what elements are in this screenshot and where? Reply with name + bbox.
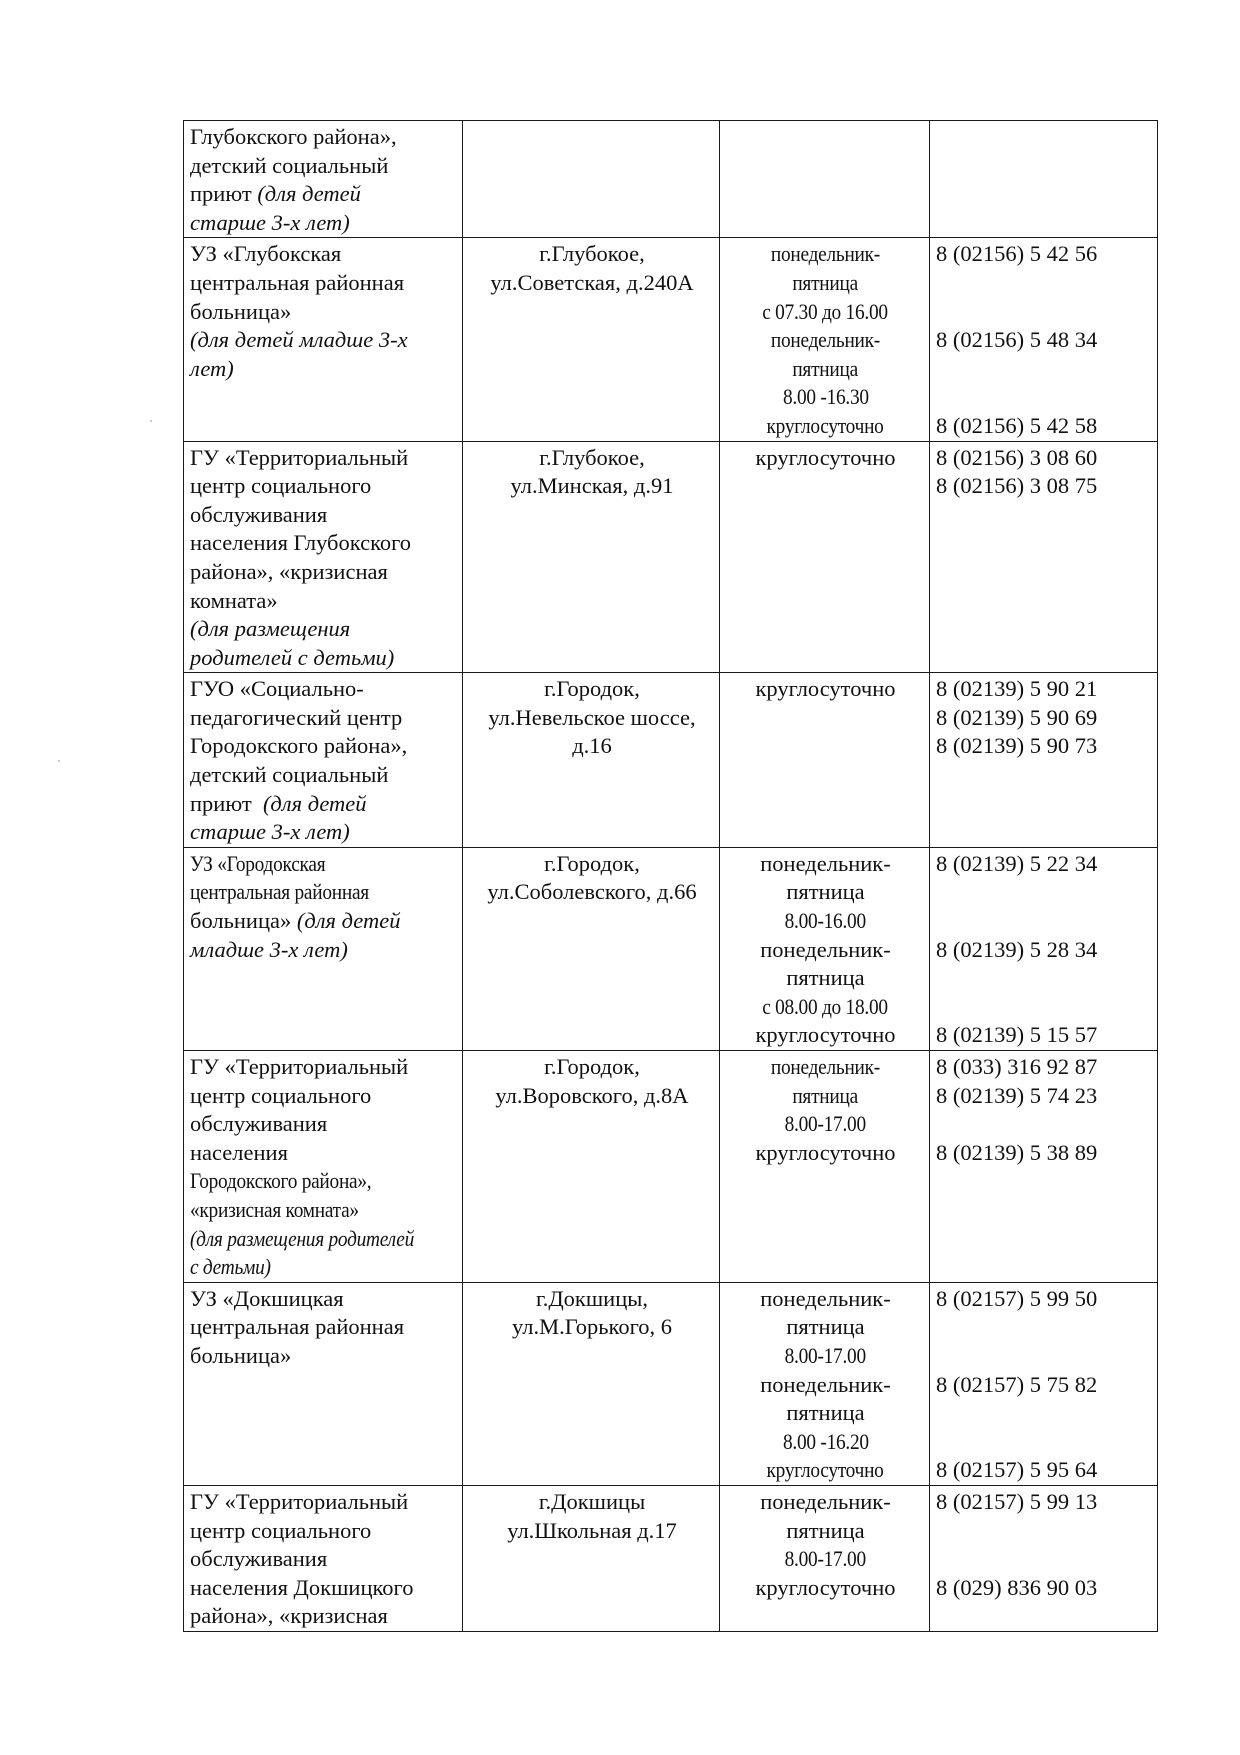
- hours-line: 8.00 -16.20: [782, 1428, 869, 1454]
- phone-line: 8 (02139) 5 15 57: [936, 1022, 1098, 1048]
- address-line: г.Глубокое,: [539, 241, 645, 267]
- hours-line: пятница: [786, 879, 865, 905]
- address-line: г.Докшицы,: [536, 1285, 648, 1311]
- phone-line: 8 (02156) 5 42 56: [936, 241, 1098, 267]
- address-line: ул.Воровского, д.8А: [495, 1082, 689, 1108]
- table-row: [184, 121, 1158, 238]
- table-row: [184, 673, 1158, 848]
- institution-name-cell: [184, 1051, 463, 1283]
- address-line: ул.Школьная д.17: [507, 1517, 677, 1543]
- phone-cell: [930, 1485, 1158, 1631]
- name-line: населения Глубокского: [190, 530, 412, 556]
- institution-name-cell: [184, 121, 463, 238]
- scan-speck: [58, 760, 60, 762]
- name-line: больница» (для детей: [190, 908, 401, 934]
- name-line: педагогический центр: [190, 704, 403, 730]
- hours-line: круглосуточно: [766, 1457, 885, 1483]
- table-row: [184, 1485, 1158, 1631]
- hours-cell: [720, 1051, 930, 1283]
- hours-line: пятница: [786, 1314, 865, 1340]
- hours-line: 8.00-16.00: [784, 908, 867, 934]
- name-line: центральная районная: [190, 269, 405, 295]
- hours-cell: [720, 1485, 930, 1631]
- name-line: УЗ «Докшицкая: [190, 1285, 344, 1311]
- hours-line: круглосуточно: [755, 1139, 896, 1165]
- name-line: ГУО «Социально-: [190, 676, 364, 702]
- table-row: [184, 1051, 1158, 1283]
- phone-line: 8 (02139) 5 90 73: [936, 733, 1098, 759]
- address-cell: [463, 1051, 720, 1283]
- name-line: (для детей младше 3-х: [190, 327, 408, 353]
- phone-gap: [936, 1110, 1153, 1139]
- hours-line: понедельник-: [760, 1285, 891, 1311]
- institution-name-cell: [184, 238, 463, 441]
- name-line: родителей с детьми): [190, 644, 395, 670]
- hours-line: 8.00-17.00: [784, 1342, 867, 1368]
- phone-cell: [930, 238, 1158, 441]
- address-line: г.Городок,: [544, 850, 640, 876]
- institution-name-cell: [184, 1485, 463, 1631]
- table-row: [184, 1282, 1158, 1485]
- phone-cell: [930, 847, 1158, 1050]
- hours-cell: [720, 238, 930, 441]
- address-line: ул.Минская, д.91: [510, 473, 674, 499]
- name-line: обслуживания: [190, 501, 328, 527]
- phone-line: 8 (02156) 5 48 34: [936, 327, 1098, 353]
- address-line: г.Глубокое,: [539, 444, 645, 470]
- hours-line: пятница: [792, 355, 859, 381]
- name-line: обслуживания: [190, 1546, 328, 1572]
- name-line: «кризисная комната»: [190, 1196, 359, 1222]
- phone-line: 8 (02156) 3 08 60: [936, 444, 1098, 470]
- name-line: (для размещения родителей: [190, 1225, 415, 1251]
- phone-line: 8 (02157) 5 99 50: [936, 1285, 1098, 1311]
- table-row: [184, 847, 1158, 1050]
- phone-line: 8 (02139) 5 90 21: [936, 676, 1098, 702]
- hours-line: пятница: [792, 269, 859, 295]
- name-line: (для размещения: [190, 616, 351, 642]
- hours-line: круглосуточно: [755, 444, 896, 470]
- address-line: ул.Советская, д.240А: [490, 269, 694, 295]
- address-cell: [463, 441, 720, 673]
- name-line: района», «кризисная: [190, 1603, 388, 1629]
- hours-line: 8.00-17.00: [784, 1546, 867, 1572]
- hours-line: пятница: [786, 1400, 865, 1426]
- hours-line: понедельник-: [760, 936, 891, 962]
- hours-line: пятница: [786, 965, 865, 991]
- phone-line: 8 (02139) 5 22 34: [936, 850, 1098, 876]
- name-line: приют (для детей: [190, 790, 367, 816]
- address-line: г.Городок,: [544, 1054, 640, 1079]
- address-line: ул.Соболевского, д.66: [487, 879, 697, 905]
- phone-gap: [936, 355, 1153, 412]
- institution-name-cell: [184, 441, 463, 673]
- address-cell: [463, 121, 720, 238]
- address-line: д.16: [572, 733, 612, 759]
- phone-gap: [936, 1399, 1153, 1456]
- phone-line: 8 (02139) 5 90 69: [936, 704, 1098, 730]
- hours-line: 8.00 -16.30: [782, 384, 869, 410]
- name-line: района», «кризисная: [190, 558, 388, 584]
- name-line: приют (для детей: [190, 181, 361, 207]
- phone-gap: [936, 269, 1153, 326]
- name-line: центральная районная: [190, 1314, 405, 1340]
- phone-line: 8 (02139) 5 38 89: [936, 1139, 1098, 1165]
- institution-name-cell: [184, 1282, 463, 1485]
- phone-cell: [930, 441, 1158, 673]
- phone-gap: [936, 1517, 1153, 1574]
- phone-line: 8 (02157) 5 75 82: [936, 1371, 1098, 1397]
- name-line: старше 3-х лет): [190, 819, 350, 845]
- name-line: комната»: [190, 587, 278, 613]
- address-cell: [463, 673, 720, 848]
- hours-cell: [720, 441, 930, 673]
- hours-line: круглосуточно: [755, 1022, 896, 1048]
- phone-line: 8 (02157) 5 95 64: [936, 1457, 1098, 1483]
- name-line: ГУ «Территориальный: [190, 1488, 409, 1514]
- hours-line: понедельник-: [760, 1371, 891, 1397]
- name-line: населения: [190, 1139, 288, 1165]
- phone-line: 8 (02156) 3 08 75: [936, 473, 1098, 499]
- name-line: центр социального: [190, 1082, 372, 1108]
- phone-gap: [936, 964, 1153, 1021]
- phone-cell: [930, 1282, 1158, 1485]
- address-line: ул.М.Горького, 6: [512, 1314, 672, 1340]
- hours-line: понедельник-: [770, 1054, 881, 1079]
- hours-line: с 07.30 до 16.00: [762, 298, 889, 324]
- phone-line: 8 (033) 316 92 87: [936, 1054, 1098, 1079]
- name-line: Городокского района»,: [190, 1168, 372, 1194]
- name-line: центральная районная: [190, 879, 369, 905]
- name-line: больница»: [190, 1342, 292, 1368]
- hours-cell: [720, 847, 930, 1050]
- phone-line: 8 (02156) 5 42 58: [936, 412, 1098, 438]
- address-line: г.Докшицы: [538, 1488, 646, 1514]
- address-cell: [463, 1485, 720, 1631]
- phone-line: 8 (029) 836 90 03: [936, 1574, 1098, 1600]
- name-line: детский социальный: [190, 762, 389, 788]
- phone-line: 8 (02157) 5 99 13: [936, 1488, 1098, 1514]
- hours-line: с 08.00 до 18.00: [762, 993, 889, 1019]
- name-line: УЗ «Глубокская: [190, 241, 342, 267]
- address-cell: [463, 847, 720, 1050]
- phone-line: 8 (02139) 5 28 34: [936, 936, 1098, 962]
- hours-line: круглосуточно: [755, 676, 896, 702]
- name-line: с детьми): [190, 1254, 271, 1280]
- name-line: старше 3-х лет): [190, 209, 350, 235]
- phone-gap: [936, 1313, 1153, 1370]
- phone-cell: [930, 673, 1158, 848]
- institutions-table: [183, 120, 1158, 1632]
- name-line: больница»: [190, 298, 292, 324]
- name-line: УЗ «Городокская: [190, 850, 326, 876]
- name-line: младше 3-х лет): [190, 936, 348, 962]
- hours-line: понедельник-: [770, 241, 881, 267]
- name-line: населения Докшицкого: [190, 1574, 414, 1600]
- scan-speck: [150, 420, 152, 422]
- hours-line: пятница: [792, 1082, 859, 1108]
- address-line: г.Городок,: [544, 676, 640, 702]
- name-line: ГУ «Территориальный: [190, 1054, 409, 1079]
- hours-cell: [720, 121, 930, 238]
- name-line: ГУ «Территориальный: [190, 444, 409, 470]
- hours-line: круглосуточно: [755, 1574, 896, 1600]
- phone-cell: [930, 1051, 1158, 1283]
- institution-name-cell: [184, 847, 463, 1050]
- phone-cell: [930, 121, 1158, 238]
- address-cell: [463, 238, 720, 441]
- phone-gap: [936, 878, 1153, 935]
- hours-cell: [720, 673, 930, 848]
- name-line: обслуживания: [190, 1111, 328, 1137]
- name-line: центр социального: [190, 1517, 372, 1543]
- hours-line: понедельник-: [760, 1488, 891, 1514]
- table-row: [184, 238, 1158, 441]
- hours-line: понедельник-: [770, 327, 881, 353]
- address-line: ул.Невельское шоссе,: [488, 704, 696, 730]
- name-line: Глубокского района»,: [190, 124, 397, 149]
- hours-line: круглосуточно: [766, 412, 885, 438]
- name-line: Городокского района»,: [190, 733, 408, 759]
- name-line: центр социального: [190, 473, 372, 499]
- phone-line: 8 (02139) 5 74 23: [936, 1082, 1098, 1108]
- hours-line: понедельник-: [760, 850, 891, 876]
- name-line: лет): [190, 355, 234, 381]
- hours-cell: [720, 1282, 930, 1485]
- hours-line: пятница: [786, 1517, 865, 1543]
- hours-line: 8.00-17.00: [784, 1111, 867, 1137]
- table-row: [184, 441, 1158, 673]
- institution-name-cell: [184, 673, 463, 848]
- address-cell: [463, 1282, 720, 1485]
- name-line: детский социальный: [190, 152, 389, 178]
